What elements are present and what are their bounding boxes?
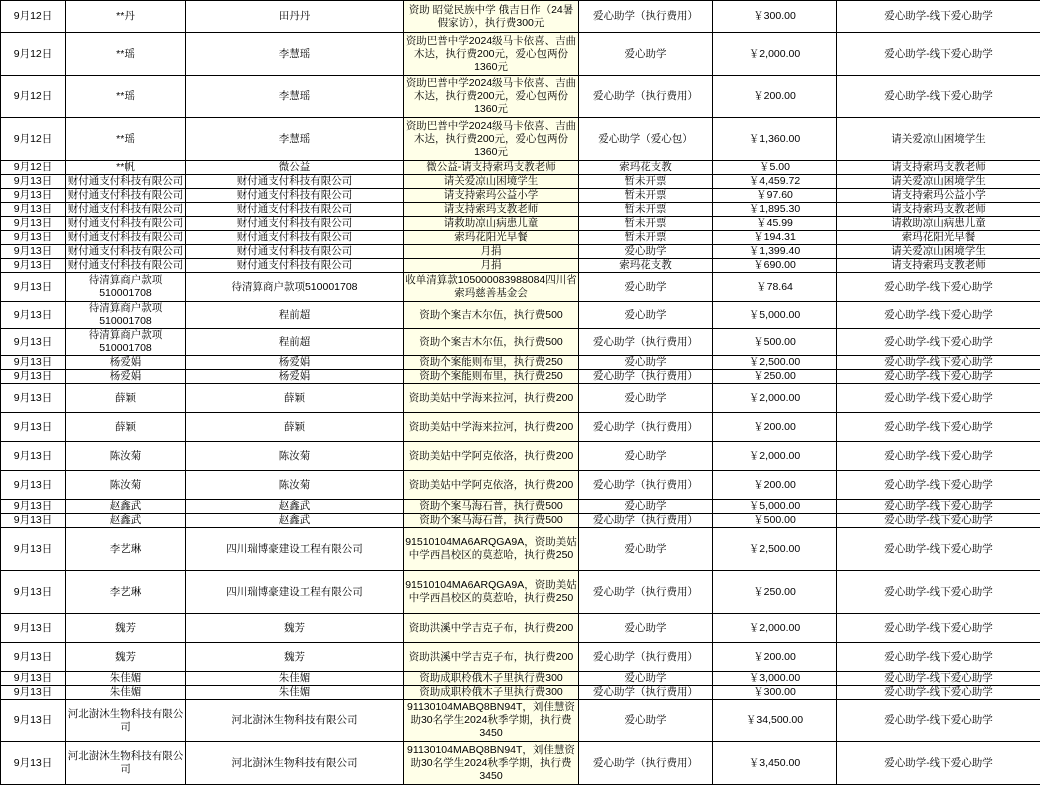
table-row [1,76,1040,118]
cell-payer[interactable]: 待清算商户款项510001708 [186,273,404,302]
cell-donor[interactable]: **瑶 [66,118,186,161]
cell-donor[interactable]: 赵鑫武 [66,514,186,528]
cell-payer[interactable]: 河北澍沐生物科技有限公司 [186,700,404,742]
table-row [1,643,1040,672]
cell-amount[interactable]: ￥5,000.00 [713,302,837,329]
cell-description[interactable]: 资助洪溪中学吉克子布，执行费200 [404,643,579,672]
cell-project[interactable]: 请支持索玛支教老师 [837,203,1040,217]
cell-project[interactable]: 爱心助学-线下爱心助学 [837,356,1040,370]
table-row [1,302,1040,329]
cell-amount[interactable]: ￥5.00 [713,161,837,175]
cell-project[interactable]: 爱心助学-线下爱心助学 [837,384,1040,413]
cell-payer[interactable]: 四川瑞博豪建设工程有限公司 [186,528,404,571]
cell-date[interactable]: 9月13日 [1,259,66,273]
cell-project[interactable]: 爱心助学-线下爱心助学 [837,442,1040,471]
cell-category[interactable]: 爱心助学（执行费用） [579,742,713,785]
cell-date[interactable]: 9月13日 [1,384,66,413]
cell-donor[interactable]: 财付通支付科技有限公司 [66,217,186,231]
cell-project[interactable]: 爱心助学-线下爱心助学 [837,76,1040,118]
cell-project[interactable]: 爱心助学-线下爱心助学 [837,528,1040,571]
cell-category[interactable]: 索玛花支教 [579,161,713,175]
cell-amount[interactable]: ￥200.00 [713,643,837,672]
cell-description[interactable]: 资助个案马海石普，执行费500 [404,514,579,528]
cell-description[interactable]: 91510104MA6ARQGA9A，资助美姑中学西昌校区的莫惹哈，执行费250 [404,528,579,571]
cell-payer[interactable]: 财付通支付科技有限公司 [186,245,404,259]
cell-payer[interactable]: 薛颖 [186,413,404,442]
cell-payer[interactable]: 河北澍沐生物科技有限公司 [186,742,404,785]
cell-description[interactable]: 资助巴普中学2024级马卡依喜、吉曲木达，执行费200元，爱心包两份 1360元 [404,118,579,161]
cell-payer[interactable]: 李慧瑶 [186,33,404,76]
cell-donor[interactable]: 财付通支付科技有限公司 [66,259,186,273]
table-row [1,614,1040,643]
cell-description[interactable]: 资助 昭觉民族中学 俄吉日作（24暑假家访），执行费300元 [404,1,579,33]
cell-amount[interactable]: ￥2,000.00 [713,442,837,471]
cell-description[interactable]: 资助个案吉木尔伍，执行费500 [404,302,579,329]
cell-project[interactable]: 请支持索玛公益小学 [837,189,1040,203]
cell-amount[interactable]: ￥2,500.00 [713,356,837,370]
table-row [1,356,1040,370]
cell-description[interactable]: 收单清算款105000083988084四川省索玛慈善基金会 [404,273,579,302]
cell-donor[interactable]: **丹 [66,1,186,33]
cell-category[interactable]: 爱心助学 [579,384,713,413]
cell-category[interactable]: 暂未开票 [579,217,713,231]
cell-amount[interactable]: ￥5,000.00 [713,500,837,514]
cell-project[interactable]: 请支持索玛支教老师 [837,161,1040,175]
cell-amount[interactable]: ￥500.00 [713,329,837,356]
cell-payer[interactable]: 杨爱娟 [186,370,404,384]
cell-project[interactable]: 爱心助学-线下爱心助学 [837,742,1040,785]
cell-donor[interactable]: 朱佳媚 [66,672,186,686]
cell-project[interactable]: 索玛花阳光早餐 [837,231,1040,245]
cell-category[interactable]: 爱心助学 [579,356,713,370]
cell-project[interactable]: 爱心助学-线下爱心助学 [837,500,1040,514]
cell-description[interactable]: 资助美姑中学阿克依洛，执行费200 [404,442,579,471]
cell-payer[interactable]: 田丹丹 [186,1,404,33]
cell-description[interactable]: 资助美姑中学阿克依洛，执行费200 [404,471,579,500]
cell-date[interactable]: 9月12日 [1,33,66,76]
cell-amount[interactable]: ￥4,459.72 [713,175,837,189]
cell-date[interactable]: 9月13日 [1,370,66,384]
cell-category[interactable]: 爱心助学 [579,442,713,471]
table-row [1,571,1040,614]
cell-description[interactable]: 请救助凉山病患儿童 [404,217,579,231]
cell-amount[interactable]: ￥3,000.00 [713,672,837,686]
cell-date[interactable]: 9月13日 [1,273,66,302]
cell-category[interactable]: 爱心助学 [579,672,713,686]
cell-category[interactable]: 爱心助学（执行费用） [579,1,713,33]
cell-payer[interactable]: 薛颖 [186,384,404,413]
cell-date[interactable]: 9月13日 [1,686,66,700]
cell-amount[interactable]: ￥300.00 [713,1,837,33]
cell-description[interactable]: 微公益-请支持索玛支教老师 [404,161,579,175]
cell-project[interactable]: 请关爱凉山困境学生 [837,175,1040,189]
cell-date[interactable]: 9月13日 [1,614,66,643]
table-row [1,231,1040,245]
cell-project[interactable]: 爱心助学-线下爱心助学 [837,643,1040,672]
cell-project[interactable]: 爱心助学-线下爱心助学 [837,273,1040,302]
cell-donor[interactable]: 赵鑫武 [66,500,186,514]
cell-donor[interactable]: 河北澍沐生物科技有限公司 [66,742,186,785]
table-row [1,329,1040,356]
cell-category[interactable]: 索玛花支教 [579,259,713,273]
cell-description[interactable]: 91510104MA6ARQGA9A，资助美姑中学西昌校区的莫惹哈，执行费250 [404,571,579,614]
cell-category[interactable]: 爱心助学（执行费用） [579,471,713,500]
cell-project[interactable]: 爱心助学-线下爱心助学 [837,686,1040,700]
cell-project[interactable]: 爱心助学-线下爱心助学 [837,700,1040,742]
cell-donor[interactable]: 财付通支付科技有限公司 [66,231,186,245]
cell-category[interactable]: 爱心助学（爱心包） [579,118,713,161]
cell-project[interactable]: 请支持索玛支教老师 [837,259,1040,273]
cell-amount[interactable]: ￥2,000.00 [713,614,837,643]
cell-category[interactable]: 爱心助学（执行费用） [579,370,713,384]
cell-category[interactable]: 爱心助学 [579,302,713,329]
table-row [1,686,1040,700]
cell-description[interactable]: 资助美姑中学海来拉河，执行费200 [404,413,579,442]
cell-donor[interactable]: **瑶 [66,76,186,118]
cell-category[interactable]: 爱心助学（执行费用） [579,413,713,442]
cell-description[interactable]: 请支持索玛支教老师 [404,203,579,217]
cell-donor[interactable]: 待清算商户款项510001708 [66,329,186,356]
cell-payer[interactable]: 朱佳媚 [186,672,404,686]
cell-donor[interactable]: 薛颖 [66,384,186,413]
cell-description[interactable]: 索玛花阳光早餐 [404,231,579,245]
cell-category[interactable]: 暂未开票 [579,189,713,203]
cell-donor[interactable]: 薛颖 [66,413,186,442]
cell-payer[interactable]: 杨爱娟 [186,356,404,370]
cell-donor[interactable]: 李艺琳 [66,528,186,571]
cell-payer[interactable]: 财付通支付科技有限公司 [186,259,404,273]
cell-category[interactable]: 爱心助学（执行费用） [579,686,713,700]
cell-category[interactable]: 爱心助学（执行费用） [579,571,713,614]
cell-donor[interactable]: 杨爱娟 [66,356,186,370]
cell-amount[interactable]: ￥1,399.40 [713,245,837,259]
table-row [1,189,1040,203]
cell-category[interactable]: 爱心助学（执行费用） [579,329,713,356]
cell-date[interactable]: 9月13日 [1,413,66,442]
cell-description[interactable]: 请关爱凉山困境学生 [404,175,579,189]
cell-date[interactable]: 9月13日 [1,571,66,614]
cell-category[interactable]: 暂未开票 [579,175,713,189]
cell-donor[interactable]: 河北澍沐生物科技有限公司 [66,700,186,742]
cell-payer[interactable]: 陈汝菊 [186,471,404,500]
cell-amount[interactable]: ￥97.60 [713,189,837,203]
cell-category[interactable]: 爱心助学（执行费用） [579,76,713,118]
cell-donor[interactable]: 财付通支付科技有限公司 [66,245,186,259]
cell-date[interactable]: 9月13日 [1,700,66,742]
cell-project[interactable]: 请救助凉山病患儿童 [837,217,1040,231]
cell-amount[interactable]: ￥2,500.00 [713,528,837,571]
cell-amount[interactable]: ￥2,000.00 [713,33,837,76]
cell-description[interactable]: 资助个案能则布里，执行费250 [404,370,579,384]
cell-date[interactable]: 9月13日 [1,672,66,686]
cell-donor[interactable]: **瑶 [66,33,186,76]
table-row [1,273,1040,302]
cell-donor[interactable]: 待清算商户款项510001708 [66,273,186,302]
cell-amount[interactable]: ￥78.64 [713,273,837,302]
cell-amount[interactable]: ￥1,895.30 [713,203,837,217]
cell-project[interactable]: 爱心助学-线下爱心助学 [837,302,1040,329]
cell-amount[interactable]: ￥34,500.00 [713,700,837,742]
cell-donor[interactable]: 朱佳媚 [66,686,186,700]
cell-amount[interactable]: ￥1,360.00 [713,118,837,161]
cell-category[interactable]: 爱心助学 [579,528,713,571]
cell-payer[interactable]: 财付通支付科技有限公司 [186,217,404,231]
cell-date[interactable]: 9月13日 [1,175,66,189]
cell-donor[interactable]: 财付通支付科技有限公司 [66,203,186,217]
cell-description[interactable]: 资助个案马海石普，执行费500 [404,500,579,514]
cell-description[interactable]: 91130104MABQ8BN94T，刘佳慧资助30名学生2024秋季学期，执行费3450 [404,700,579,742]
cell-project[interactable]: 爱心助学-线下爱心助学 [837,614,1040,643]
cell-category[interactable]: 爱心助学 [579,245,713,259]
cell-description[interactable]: 资助成职柃俄木子里执行费300 [404,672,579,686]
table-row [1,33,1040,76]
cell-payer[interactable]: 李慧瑶 [186,118,404,161]
cell-donor[interactable]: **帆 [66,161,186,175]
cell-description[interactable]: 资助美姑中学海来拉河，执行费200 [404,384,579,413]
cell-payer[interactable]: 财付通支付科技有限公司 [186,175,404,189]
cell-category[interactable]: 爱心助学 [579,500,713,514]
cell-date[interactable]: 9月13日 [1,329,66,356]
cell-description[interactable]: 资助个案能则布里，执行费250 [404,356,579,370]
table-row [1,245,1040,259]
cell-date[interactable]: 9月13日 [1,528,66,571]
cell-amount[interactable]: ￥690.00 [713,259,837,273]
cell-description[interactable]: 请支持索玛公益小学 [404,189,579,203]
cell-payer[interactable]: 魏芳 [186,614,404,643]
table-row [1,742,1040,785]
cell-donor[interactable]: 陈汝菊 [66,471,186,500]
cell-category[interactable]: 爱心助学 [579,273,713,302]
cell-payer[interactable]: 魏芳 [186,643,404,672]
table-row [1,161,1040,175]
cell-payer[interactable]: 赵鑫武 [186,500,404,514]
cell-donor[interactable]: 李艺琳 [66,571,186,614]
cell-description[interactable]: 91130104MABQ8BN94T，刘佳慧资助30名学生2024秋季学期，执行费3450 [404,742,579,785]
cell-payer[interactable]: 李慧瑶 [186,76,404,118]
cell-project[interactable]: 爱心助学-线下爱心助学 [837,571,1040,614]
cell-payer[interactable]: 财付通支付科技有限公司 [186,189,404,203]
cell-date[interactable]: 9月13日 [1,356,66,370]
table-row [1,118,1040,161]
cell-donor[interactable]: 陈汝菊 [66,442,186,471]
cell-amount[interactable]: ￥45.99 [713,217,837,231]
cell-amount[interactable]: ￥200.00 [713,471,837,500]
table-row [1,217,1040,231]
table-row [1,514,1040,528]
table-row [1,203,1040,217]
cell-amount[interactable]: ￥194.31 [713,231,837,245]
cell-donor[interactable]: 杨爱娟 [66,370,186,384]
cell-description[interactable]: 资助成职柃俄木子里执行费300 [404,686,579,700]
cell-amount[interactable]: ￥2,000.00 [713,384,837,413]
cell-date[interactable]: 9月13日 [1,442,66,471]
cell-project[interactable]: 爱心助学-线下爱心助学 [837,33,1040,76]
cell-project[interactable]: 爱心助学-线下爱心助学 [837,514,1040,528]
cell-description[interactable]: 资助个案吉木尔伍，执行费500 [404,329,579,356]
cell-date[interactable]: 9月13日 [1,245,66,259]
cell-date[interactable]: 9月13日 [1,217,66,231]
table-row [1,1,1040,33]
cell-payer[interactable]: 程前超 [186,329,404,356]
cell-category[interactable]: 爱心助学 [579,700,713,742]
cell-date[interactable]: 9月13日 [1,500,66,514]
cell-project[interactable]: 请关爱凉山困境学生 [837,118,1040,161]
cell-date[interactable]: 9月13日 [1,643,66,672]
cell-project[interactable]: 爱心助学-线下爱心助学 [837,672,1040,686]
cell-payer[interactable]: 陈汝菊 [186,442,404,471]
cell-project[interactable]: 爱心助学-线下爱心助学 [837,329,1040,356]
table-row [1,700,1040,742]
cell-payer[interactable]: 四川瑞博豪建设工程有限公司 [186,571,404,614]
cell-date[interactable]: 9月12日 [1,161,66,175]
cell-project[interactable]: 爱心助学-线下爱心助学 [837,370,1040,384]
cell-payer[interactable]: 朱佳媚 [186,686,404,700]
cell-category[interactable]: 暂未开票 [579,203,713,217]
cell-date[interactable]: 9月13日 [1,203,66,217]
table-row [1,500,1040,514]
cell-description[interactable]: 月捐 [404,259,579,273]
cell-category[interactable]: 暂未开票 [579,231,713,245]
cell-project[interactable]: 爱心助学-线下爱心助学 [837,413,1040,442]
cell-date[interactable]: 9月13日 [1,231,66,245]
table-row [1,413,1040,442]
cell-amount[interactable]: ￥200.00 [713,413,837,442]
cell-date[interactable]: 9月13日 [1,471,66,500]
cell-date[interactable]: 9月13日 [1,302,66,329]
cell-payer[interactable]: 程前超 [186,302,404,329]
cell-amount[interactable]: ￥250.00 [713,571,837,614]
cell-date[interactable]: 9月13日 [1,189,66,203]
cell-payer[interactable]: 财付通支付科技有限公司 [186,203,404,217]
cell-project[interactable]: 请关爱凉山困境学生 [837,245,1040,259]
cell-donor[interactable]: 待清算商户款项510001708 [66,302,186,329]
cell-project[interactable]: 爱心助学-线下爱心助学 [837,471,1040,500]
cell-donor[interactable]: 魏芳 [66,614,186,643]
cell-payer[interactable]: 赵鑫武 [186,514,404,528]
cell-description[interactable]: 资助洪溪中学吉克子布，执行费200 [404,614,579,643]
table-row [1,672,1040,686]
cell-date[interactable]: 9月13日 [1,742,66,785]
table-row [1,370,1040,384]
cell-project[interactable]: 爱心助学-线下爱心助学 [837,1,1040,33]
cell-description[interactable]: 资助巴普中学2024级马卡依喜、吉曲木达，执行费200元，爱心包两份 1360元 [404,76,579,118]
cell-category[interactable]: 爱心助学 [579,614,713,643]
cell-donor[interactable]: 财付通支付科技有限公司 [66,175,186,189]
table-row [1,471,1040,500]
cell-date[interactable]: 9月12日 [1,1,66,33]
cell-category[interactable]: 爱心助学 [579,33,713,76]
cell-amount[interactable]: ￥3,450.00 [713,742,837,785]
table-row [1,175,1040,189]
cell-date[interactable]: 9月13日 [1,514,66,528]
cell-payer[interactable]: 微公益 [186,161,404,175]
cell-amount[interactable]: ￥300.00 [713,686,837,700]
cell-donor[interactable]: 财付通支付科技有限公司 [66,189,186,203]
cell-category[interactable]: 爱心助学（执行费用） [579,514,713,528]
cell-description[interactable]: 资助巴普中学2024级马卡依喜、吉曲木达，执行费200元，爱心包两份 1360元 [404,33,579,76]
table-row [1,528,1040,571]
cell-donor[interactable]: 魏芳 [66,643,186,672]
cell-amount[interactable]: ￥500.00 [713,514,837,528]
cell-amount[interactable]: ￥250.00 [713,370,837,384]
cell-description[interactable]: 月捐 [404,245,579,259]
table-row [1,442,1040,471]
table-row [1,384,1040,413]
cell-date[interactable]: 9月12日 [1,118,66,161]
cell-date[interactable]: 9月12日 [1,76,66,118]
cell-payer[interactable]: 财付通支付科技有限公司 [186,231,404,245]
table-row [1,259,1040,273]
cell-amount[interactable]: ￥200.00 [713,76,837,118]
cell-category[interactable]: 爱心助学（执行费用） [579,643,713,672]
